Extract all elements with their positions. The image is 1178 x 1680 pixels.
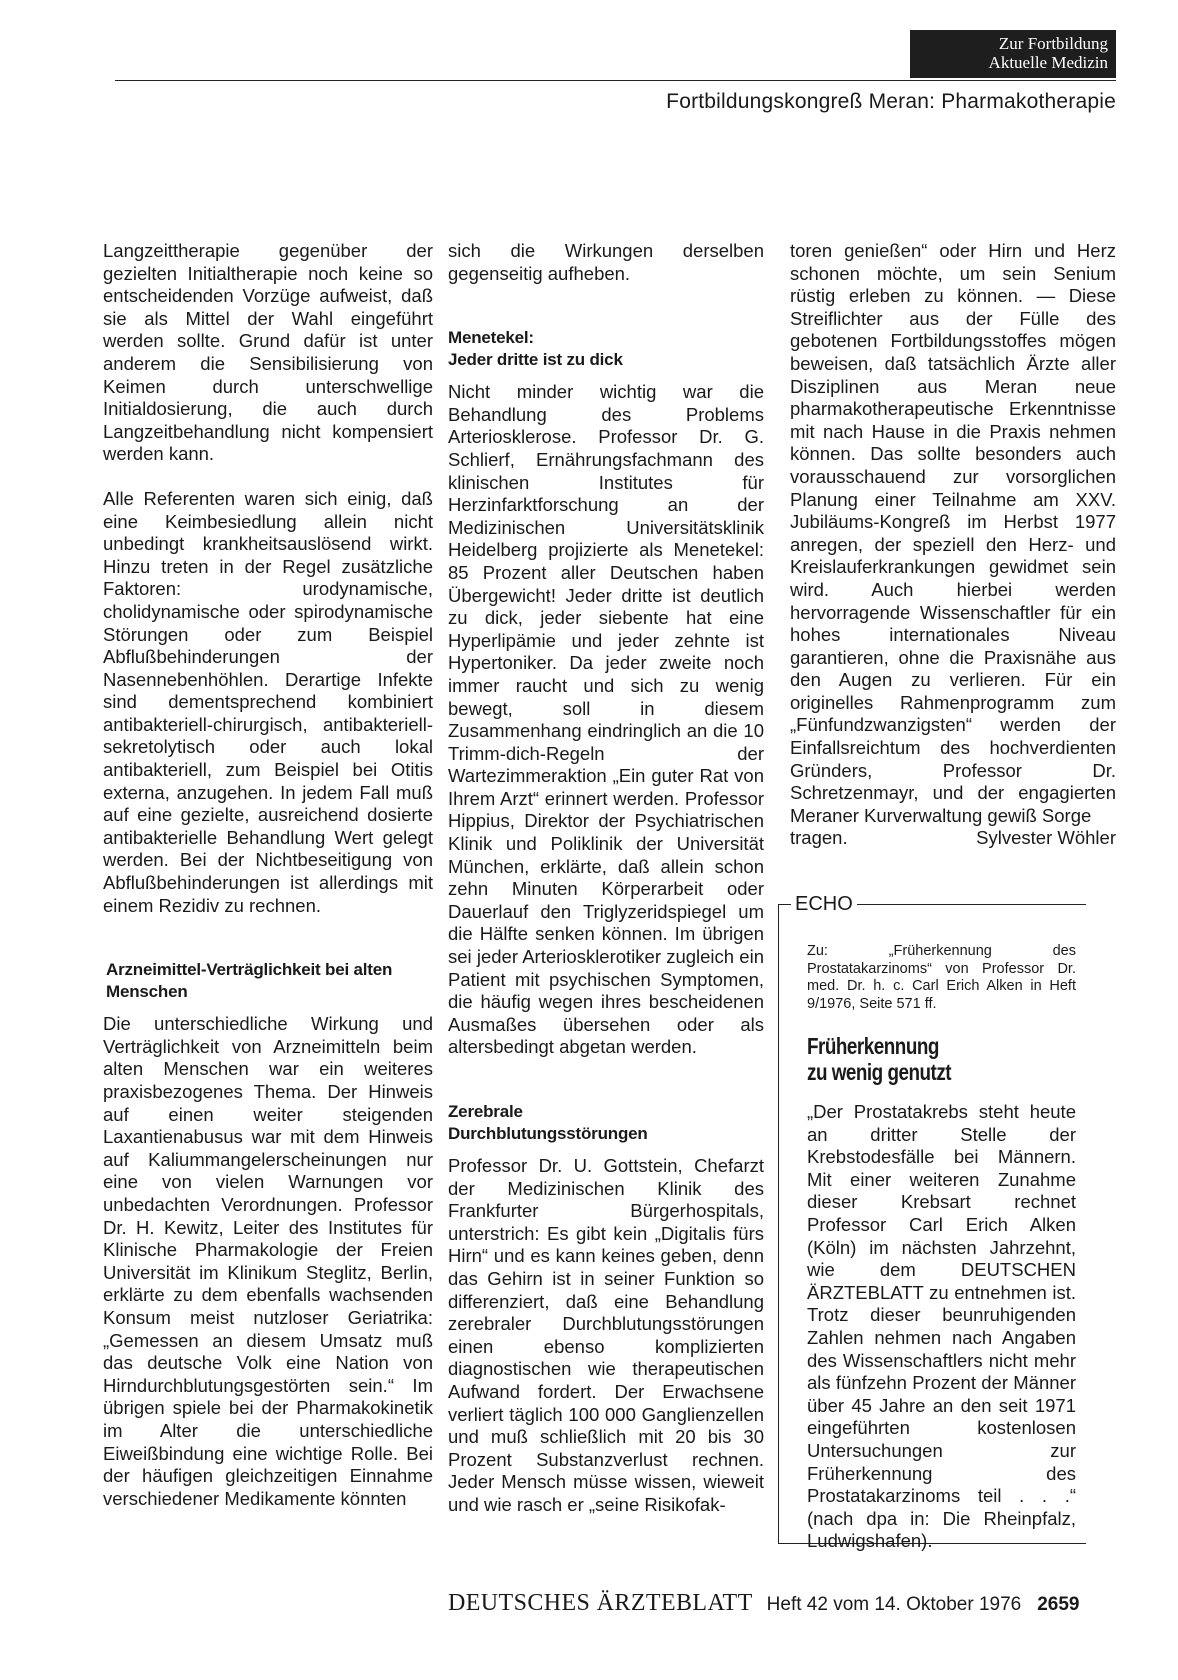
echo-box: [778, 893, 1086, 1552]
congress-title: Fortbildungskongreß Meran: Pharmakotherapie: [666, 90, 1116, 113]
column2-heading-1-line1: Menetekel:: [448, 328, 534, 348]
page-number: 2659: [1037, 1594, 1080, 1615]
journal-name: DEUTSCHES ÄRZTEBLATT: [448, 1590, 753, 1616]
header-rule: [115, 80, 1116, 81]
echo-headline-line1: Früherkennung: [807, 1033, 939, 1059]
column2-paragraph-3: Professor Dr. U. Gottstein, Chefarzt der Medizinischen Klinik des Frankfurter Bürgerhospitals, unterstrich: Es gibt kein „Digitalis fürs Hirn“ und es kann keines geben, denn das Gehirn ist in seiner Funktion so differenziert, daß eine Behandlung zerebraler Durchblutungsstörungen einen ebenso komplizierten diagnostischen wie therapeutischen Aufwand fordert. Der Erwachsene verliert täglich 100 000 Ganglienzellen und muß schließlich mit 20 bis 30 Prozent Substanzverlust rechnen. Jeder Mensch müsse wissen, wieweit und wie rasch er „seine Risikofak-: [448, 1155, 764, 1515]
section-label-line2: Aktuelle Medizin: [988, 53, 1108, 72]
column3-paragraph-1: toren genießen“ oder Hirn und Herz schonen möchte, um sein Senium rüstig erleben zu können. — Diese Streiflichter aus der Fülle des gebotenen Fortbildungsstoffes mögen beweisen, daß tatsächlich Ärzte aller Disziplinen aus Meran neue pharmakotherapeutische Erkenntnisse mit nach Hause in die Praxis nehmen können. Das sollte besonders auch vorausschauend zur vorsorglichen Planung einer Teilnahme am XXV. Jubiläums-Kongreß im Herbst 1977 anregen, der speziell den Herz- und Kreislauferkrankungen gewidmet sein wird. Auch hierbei werden hervorragende Wissenschaftler für ein hohes internationales Niveau garantieren, ohne die Praxisnähe aus den Augen zu verlieren. Für ein originelles Rahmenprogramm zum „Fünfundzwanzigsten“ werden der Einfallsreichtum des hochverdienten Gründers, Professor Dr. Schretzenmayr, und der engagierten Meraner Kurverwaltung gewiß Sorge: [790, 240, 1116, 826]
footer: [448, 1590, 1080, 1617]
column2-heading-1: [448, 327, 764, 371]
column-3: [790, 240, 1116, 850]
column-1: [103, 240, 433, 1532]
column1-paragraph-2: Alle Referenten waren sich einig, daß eine Keimbesiedlung allein nicht unbedingt krankheitsauslösend wirkt. Hinzu treten in der Regel zusätzliche Faktoren: urodynamische, cholidynamische oder spirodynamische Störungen oder zum Beispiel Abflußbehinderungen der Nasennebenhöhlen. Derartige Infekte sind dementsprechend kombiniert antibakteriell-chirurgisch, antibakteriell-sekretolytisch oder auch lokal antibakteriell, zum Beispiel bei Otitis externa, anzugehen. In jedem Fall muß auf eine gezielte, ausreichend dosierte antibakterielle Behandlung Wert gelegt werden. Bei der Nichtbeseitigung von Abflußbehinderungen ist allerdings mit einem Rezidiv zu rechnen.: [103, 487, 433, 916]
column2-heading-2: [448, 1101, 764, 1145]
column2-paragraph-1: sich die Wirkungen derselben gegenseitig aufheben.: [448, 240, 764, 284]
signature-line: [790, 827, 1116, 850]
issue-info: Heft 42 vom 14. Oktober 1976: [766, 1594, 1022, 1615]
echo-label: ECHO: [791, 892, 857, 916]
column1-paragraph-1: Langzeittherapie gegenüber der gezielten Initialtherapie noch keine so entscheidenden Vorzüge aufweist, daß sie als Mittel der Wahl eingeführt werden sollte. Grund dafür ist unter anderem die Sensibilisierung von Keimen durch unterschwellige Initialdosierung, die auch durch Langzeitbehandlung nicht kompensiert werden kann.: [103, 240, 433, 465]
echo-headline: [807, 1033, 1078, 1085]
echo-headline-line2: zu wenig genutzt: [807, 1059, 952, 1085]
column1-paragraph-3: Die unterschiedliche Wirkung und Verträglichkeit von Arzneimitteln beim alten Menschen war ein weiteres praxisbezogenes Thema. Der Hinweis auf einen weiter steigenden Laxantienabusus war mit dem Hinweis auf Kaliummangelerscheinungen nur eine von vielen Warnungen vor unbedachten Verordnungen. Professor Dr. H. Kewitz, Leiter des Institutes für Klinische Pharmakologie der Freien Universität im Klinikum Steglitz, Berlin, erklärte zu dem ebenfalls wachsenden Konsum meist nutzloser Geriatrika: „Gemessen an diesem Umsatz muß das deutsche Volk eine Nation von Hirndurchblutungsgestörten sein.“ Im übrigen spiele bei der Pharmakokinetik im Alter die unterschiedliche Eiweißbindung eine wichtige Rolle. Bei der häufigen gleichzeitigen Einnahme verschiedener Medikamente könnten: [103, 1013, 433, 1509]
column2-paragraph-2: Nicht minder wichtig war die Behandlung des Problems Arteriosklerose. Professor Dr. G. Schlierf, Ernährungsfachmann des klinischen Institutes für Herzinfarktforschung an der Medizinischen Universitätsklinik Heidelberg projizierte als Menetekel: 85 Prozent aller Deutschen haben Übergewicht! Jeder dritte ist deutlich zu dick, jeder siebente hat eine Hyperlipämie und jeder zehnte ist Hypertoniker. Da jeder zweite noch immer raucht und sich zu wenig bewegt, soll in diesem Zusammenhang eindringlich an die 10 Trimm-dich-Regeln der Wartezimmeraktion „Ein guter Rat von Ihrem Arzt“ erinnert werden. Professor Hippius, Direktor der Psychiatrischen Klinik und Poliklinik der Universität München, erklärte, daß allein schon zehn Minuten Körperarbeit oder Dauerlauf den Triglyzeridspiegel um die Hälfte senken können. Im übrigen sei jeder Arteriosklerotiker zugleich ein Patient mit psychischen Symptomen, die häufig wegen ihres bescheidenen Ausmaßes übersehen oder als altersbedingt abgetan werden.: [448, 381, 764, 1058]
column-2: [448, 240, 764, 1539]
column2-heading-2-line2: Durchblutungsstörungen: [448, 1124, 648, 1143]
section-label-line1: Zur Fortbildung: [998, 34, 1108, 53]
column1-heading-1: Arzneimittel-Verträglichkeit bei alten Menschen: [106, 960, 393, 1002]
column2-heading-1-line2: Jeder dritte ist zu dick: [448, 350, 623, 370]
section-badge: [910, 30, 1116, 78]
author-signature: Sylvester Wöhler: [976, 827, 1116, 849]
echo-body: „Der Prostatakrebs steht heute an dritter Stelle der Krebstodesfälle bei Männern. Mit einer weiteren Zunahme dieser Krebsart rechnet Professor Carl Erich Alken (Köln) im nächsten Jahrzehnt, wie dem DEUTSCHEN ÄRZTEBLATT zu entnehmen ist. Trotz dieser beunruhigenden Zahlen nehmen nach Angaben des Wissenschaftlers nicht mehr als fünfzehn Prozent der Männer über 45 Jahre an den seit 1971 eingeführten kostenlosen Untersuchungen zur Früherkennung des Prostatakarzinoms teil . . .“ (nach dpa in: Die Rheinpfalz, Ludwigshafen).: [807, 1101, 1076, 1552]
column3-last-word: tragen.: [790, 827, 848, 849]
column2-heading-2-line1: Zerebrale: [448, 1102, 523, 1121]
echo-reference: Zu: „Früherkennung des Prostatakarzinoms“ von Professor Dr. med. Dr. h. c. Carl Erich Alken in Heft 9/1976, Seite 571 ff.: [807, 943, 1076, 1012]
